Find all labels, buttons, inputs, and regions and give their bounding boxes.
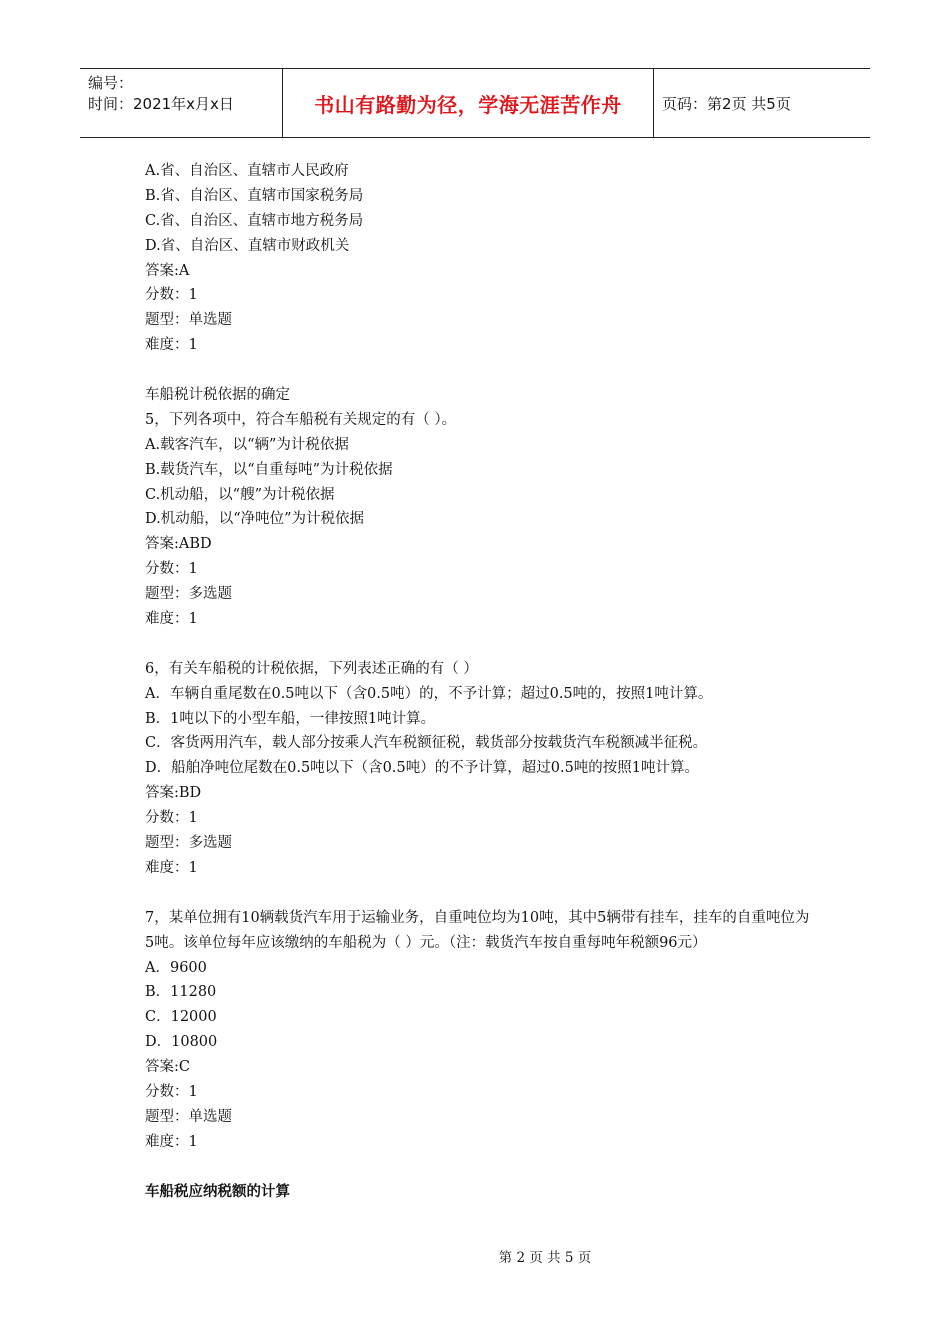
q5-answer: 答案:ABD [145, 536, 212, 553]
q7-option-b: B．11280 [145, 984, 217, 1001]
q6-option-c: C．客货两用汽车，载人部分按乘人汽车税额征税，载货部分按载货汽车税额减半征税。 [145, 735, 708, 752]
q4-score: 分数：1 [145, 287, 198, 304]
q6-answer: 答案:BD [145, 785, 202, 802]
q5-stem: 5，下列各项中，符合车船税有关规定的有（ ）。 [145, 411, 457, 428]
page-header [80, 68, 870, 138]
q7-type: 题型：单选题 [145, 1108, 232, 1125]
header-meta [80, 69, 282, 137]
q4-option-a: A.省、自治区、直辖市人民政府 [145, 163, 349, 179]
q5-score: 分数：1 [145, 561, 198, 578]
q7-stem: 7，某单位拥有10辆载货汽车用于运输业务，自重吨位均为10吨，其中5辆带有挂车，挂车的自重吨位为5吨。该单位每年应该缴纳的车船税为（ ）元。（注：载货汽车按自重每吨年税额96元） [145, 909, 810, 951]
q6-option-a: A．车辆自重尾数在0.5吨以下（含0.5吨）的，不予计算；超过0.5吨的，按照1吨计算。 [145, 685, 713, 702]
q4-difficulty: 难度：1 [145, 337, 198, 354]
q6-score: 分数：1 [145, 810, 198, 827]
spacer [145, 632, 815, 657]
q6-option-d: D．船舶净吨位尾数在0.5吨以下（含0.5吨）的不予计算，超过0.5吨的按照1吨计算。 [145, 760, 700, 777]
page-footer: 第 2 页 共 5 页 [498, 1250, 592, 1266]
spacer [145, 1155, 815, 1180]
q5-type: 题型：多选题 [145, 586, 232, 603]
spacer [145, 881, 815, 906]
q6-type: 题型：多选题 [145, 835, 232, 852]
section-title: 车船税计税依据的确定 [145, 387, 290, 404]
section-title-bold: 车船税应纳税额的计算 [145, 1183, 290, 1200]
q5-option-a: A.载客汽车，以“辆”为计税依据 [145, 436, 349, 453]
header-motto-cell [282, 69, 654, 137]
header-page-code [654, 69, 870, 137]
q4-option-c: C.省、自治区、直辖市地方税务局 [145, 212, 364, 229]
header-motto: 书山有路勤为径，学海无涯苦作舟 [314, 92, 622, 117]
q7-option-a: A．9600 [145, 959, 207, 976]
q5-option-b: B.载货汽车，以“自重每吨”为计税依据 [145, 461, 393, 478]
q7-option-d: D．10800 [145, 1034, 218, 1051]
document-body [145, 159, 815, 1204]
q5-option-d: D.机动船，以“净吨位”为计税依据 [145, 511, 365, 528]
q6-stem: 6，有关车船税的计税依据，下列表述正确的有（ ） [145, 660, 478, 677]
q4-answer: 答案:A [145, 262, 190, 279]
spacer [145, 358, 815, 383]
time-label: 时间：2021年x月x日 [88, 95, 234, 113]
q4-option-b: B.省、自治区、直辖市国家税务局 [145, 187, 364, 204]
q6-option-b: B．1吨以下的小型车船，一律按照1吨计算。 [145, 710, 436, 727]
q6-difficulty: 难度：1 [145, 859, 198, 876]
q7-option-c: C．12000 [145, 1009, 217, 1026]
q4-option-d: D.省、自治区、直辖市财政机关 [145, 237, 350, 254]
q7-answer: 答案:C [145, 1059, 190, 1076]
q5-difficulty: 难度：1 [145, 611, 198, 628]
number-label: 编号： [88, 74, 134, 92]
q5-option-c: C.机动船，以“艘”为计税依据 [145, 486, 335, 503]
q7-score: 分数：1 [145, 1083, 198, 1100]
page-code: 页码：第2页 共5页 [662, 94, 791, 113]
q4-type: 题型：单选题 [145, 312, 232, 329]
q7-difficulty: 难度：1 [145, 1133, 198, 1150]
